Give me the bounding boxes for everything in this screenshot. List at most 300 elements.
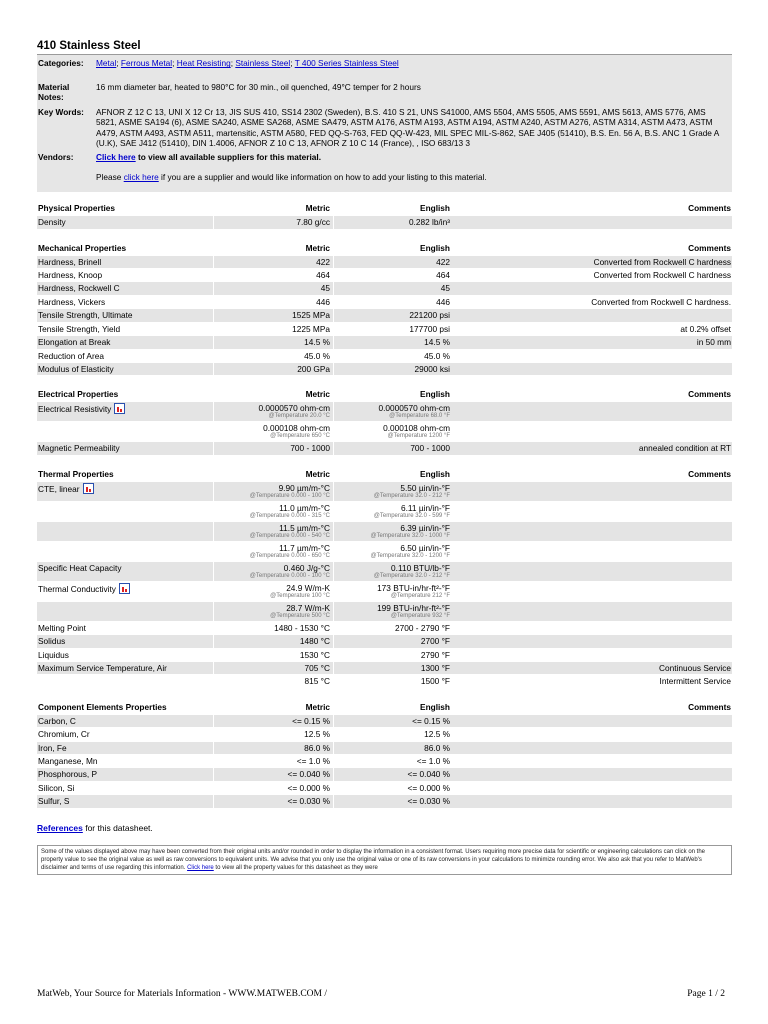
metric-value[interactable]: 705 °C — [304, 662, 330, 673]
metric-cell — [213, 350, 333, 362]
notes-label: Material Notes: — [38, 82, 70, 103]
property-name — [37, 422, 213, 441]
property-label: Iron, Fe — [38, 742, 67, 753]
section-header — [37, 701, 732, 715]
english-value[interactable]: <= 1.0 % — [416, 755, 450, 766]
metric-cell — [213, 675, 333, 687]
comment-cell — [453, 309, 732, 321]
english-value[interactable]: <= 0.030 % — [407, 796, 450, 807]
property-label: Elongation at Break — [38, 337, 111, 348]
comment-cell — [453, 482, 732, 501]
metric-cell — [213, 715, 333, 727]
category-separator: ; — [116, 58, 121, 69]
category-link[interactable]: T 400 Series Stainless Steel — [294, 58, 399, 69]
category-separator: ; — [172, 58, 177, 69]
metric-cell — [213, 602, 333, 621]
english-cell — [333, 602, 453, 621]
property-section — [37, 202, 732, 229]
metric-condition: @Temperature 100 °C — [270, 592, 330, 599]
english-cell — [333, 309, 453, 321]
property-label: Reduction of Area — [38, 350, 104, 361]
property-label: Chromium, Cr — [38, 729, 90, 740]
metric-value[interactable]: 14.5 % — [304, 337, 330, 348]
comment-cell — [453, 522, 732, 541]
metric-value[interactable]: 0.000108 ohm-cm — [263, 423, 330, 434]
metric-value[interactable]: 45 — [320, 283, 330, 294]
metric-cell — [213, 269, 333, 281]
comment-cell: at 0.2% offset — [453, 323, 732, 335]
metric-value[interactable]: 86.0 % — [304, 742, 330, 753]
metric-cell — [213, 742, 333, 754]
comments-header: Comments — [453, 468, 732, 481]
english-value[interactable]: 6.39 µin/in-°F — [400, 522, 450, 533]
metric-value[interactable]: 422 — [316, 256, 330, 267]
property-row — [37, 602, 732, 622]
supplier-note-post: if you are a supplier and would like information on how to add your listing to this material. — [158, 171, 487, 182]
property-row — [37, 282, 732, 295]
english-condition: @Temperature 32.0 - 212 °F — [373, 492, 450, 499]
english-cell — [333, 282, 453, 294]
property-name — [37, 649, 213, 661]
metric-condition: @Temperature 0.000 - 100 °C — [249, 572, 330, 579]
english-value[interactable]: 6.50 µin/in-°F — [400, 542, 450, 553]
metric-value[interactable]: 0.460 J/g-°C — [283, 562, 330, 573]
property-row — [37, 402, 732, 422]
metric-cell — [213, 482, 333, 501]
comment-cell — [453, 363, 732, 375]
property-section — [37, 242, 732, 377]
metric-cell — [213, 795, 333, 807]
english-value[interactable]: 12.5 % — [424, 729, 450, 740]
property-name — [37, 350, 213, 362]
property-label: Specific Heat Capacity — [38, 562, 122, 573]
section-title: Component Elements Properties — [37, 701, 213, 714]
metric-condition: @Temperature 0.000 - 650 °C — [249, 552, 330, 559]
english-cell — [333, 649, 453, 661]
property-row — [37, 649, 732, 662]
english-header: English — [333, 202, 453, 215]
comment-cell — [453, 649, 732, 661]
property-name — [37, 622, 213, 634]
property-name — [37, 282, 213, 294]
property-section — [37, 388, 732, 455]
metric-header: Metric — [213, 242, 333, 255]
english-cell — [333, 502, 453, 521]
comment-cell — [453, 562, 732, 581]
supplier-note-pre: Please — [96, 171, 124, 182]
english-header: English — [333, 468, 453, 481]
english-cell — [333, 296, 453, 308]
section-header — [37, 242, 732, 256]
property-label: Melting Point — [38, 622, 86, 633]
disclaimer — [37, 845, 732, 875]
property-row — [37, 309, 732, 322]
english-value[interactable]: 29000 ksi — [414, 363, 450, 374]
english-value[interactable]: <= 0.040 % — [407, 769, 450, 780]
vendors-link[interactable]: Click here — [96, 152, 136, 163]
vendors-row — [37, 152, 732, 162]
property-row — [37, 715, 732, 728]
metric-cell — [213, 282, 333, 294]
property-label: Magnetic Permeability — [38, 443, 120, 454]
english-value[interactable]: 0.110 BTU/lb-°F — [391, 562, 450, 573]
footer-source: MatWeb, Your Source for Materials Information - WWW.MATWEB.COM / — [37, 989, 327, 999]
category-separator: ; — [230, 58, 236, 69]
metric-cell — [213, 402, 333, 421]
comment-cell — [453, 768, 732, 780]
comment-cell — [453, 622, 732, 634]
property-row — [37, 482, 732, 502]
property-name — [37, 795, 213, 807]
english-value[interactable]: 0.000108 ohm-cm — [383, 423, 450, 434]
category-link[interactable]: Metal — [96, 58, 117, 69]
disclaimer-post: to view all the property values for this datasheet as they were — [213, 864, 378, 871]
vendors-desc: to view all available suppliers for this material. — [135, 152, 322, 163]
english-condition: @Temperature 32.0 - 599 °F — [373, 512, 450, 519]
metric-cell — [213, 782, 333, 794]
references-link[interactable]: References — [37, 822, 83, 833]
property-label: Tensile Strength, Ultimate — [38, 310, 133, 321]
english-value[interactable]: 2790 °F — [420, 649, 450, 660]
section-header — [37, 202, 732, 216]
page-footer — [37, 989, 725, 999]
property-row — [37, 363, 732, 376]
property-row — [37, 662, 732, 675]
property-row — [37, 768, 732, 781]
property-row — [37, 795, 732, 808]
property-name — [37, 755, 213, 767]
english-condition: @Temperature 932 °F — [390, 612, 450, 619]
comment-cell: Intermittent Service — [453, 675, 732, 687]
english-condition: @Temperature 32.0 - 1000 °F — [370, 532, 450, 539]
property-row — [37, 755, 732, 768]
comment-cell — [453, 755, 732, 767]
chart-icon[interactable] — [114, 403, 125, 414]
metric-value[interactable]: 0.0000570 ohm-cm — [258, 403, 330, 414]
english-condition: @Temperature 32.0 - 212 °F — [373, 572, 450, 579]
property-name — [37, 768, 213, 780]
english-value[interactable]: 2700 - 2790 °F — [395, 622, 450, 633]
english-cell — [333, 728, 453, 740]
metric-value[interactable]: 45.0 % — [304, 350, 330, 361]
notes-text: 16 mm diameter bar, heated to 980°C for 30 min., oil quenched, 49°C temper for 2 hours — [96, 82, 421, 92]
english-cell — [333, 542, 453, 561]
comment-cell: in 50 mm — [453, 336, 732, 348]
property-name — [37, 363, 213, 375]
metric-header: Metric — [213, 388, 333, 401]
metric-value[interactable]: 9.90 µm/m-°C — [278, 482, 330, 493]
vendors-text — [96, 152, 732, 162]
property-name — [37, 635, 213, 647]
metric-cell — [213, 363, 333, 375]
metric-cell — [213, 622, 333, 634]
property-label: CTE, linear — [38, 483, 80, 494]
property-row — [37, 635, 732, 648]
references — [37, 823, 732, 833]
comment-cell — [453, 715, 732, 727]
property-name — [37, 296, 213, 308]
metric-condition: @Temperature 500 °C — [270, 612, 330, 619]
comment-cell: Converted from Rockwell C hardness — [453, 256, 732, 268]
property-name — [37, 216, 213, 228]
english-cell — [333, 635, 453, 647]
property-sections — [37, 202, 732, 808]
english-cell — [333, 216, 453, 228]
chart-icon[interactable] — [119, 583, 130, 594]
metric-value[interactable]: 11.5 µm/m-°C — [279, 522, 330, 533]
english-value[interactable]: 1500 °F — [420, 676, 450, 687]
metric-value[interactable]: <= 0.000 % — [287, 782, 330, 793]
metric-value[interactable]: 446 — [316, 296, 330, 307]
property-row — [37, 323, 732, 336]
property-name — [37, 602, 213, 621]
english-value[interactable]: 700 - 1000 — [410, 443, 450, 454]
property-row — [37, 782, 732, 795]
metric-value[interactable]: <= 1.0 % — [296, 755, 330, 766]
metric-value[interactable]: 700 - 1000 — [290, 443, 330, 454]
comment-cell — [453, 635, 732, 647]
metric-value[interactable]: 11.0 µm/m-°C — [279, 502, 330, 513]
english-cell — [333, 755, 453, 767]
property-label: Thermal Conductivity — [38, 583, 116, 594]
comments-header: Comments — [453, 242, 732, 255]
metric-cell — [213, 336, 333, 348]
references-text: for this datasheet. — [82, 822, 153, 833]
comment-cell — [453, 282, 732, 294]
comment-cell — [453, 602, 732, 621]
chart-icon[interactable] — [83, 483, 94, 494]
property-row — [37, 256, 732, 269]
comment-cell — [453, 782, 732, 794]
metric-condition: @Temperature 0.000 - 540 °C — [249, 532, 330, 539]
metric-value[interactable]: 11.7 µm/m-°C — [279, 542, 330, 553]
metric-condition: @Temperature 0.000 - 100 °C — [249, 492, 330, 499]
property-name — [37, 562, 213, 581]
english-value[interactable]: 422 — [436, 256, 450, 267]
metric-cell — [213, 582, 333, 601]
metric-cell — [213, 728, 333, 740]
comment-cell — [453, 216, 732, 228]
supplier-link[interactable]: click here — [123, 171, 159, 182]
english-cell — [333, 715, 453, 727]
keywords-row — [37, 107, 732, 149]
metric-cell — [213, 442, 333, 454]
english-value[interactable]: <= 0.000 % — [407, 782, 450, 793]
metric-value[interactable]: 1480 - 1530 °C — [274, 622, 330, 633]
metric-cell — [213, 216, 333, 228]
metric-condition: @Temperature 650 °C — [270, 433, 330, 440]
english-value[interactable]: 86.0 % — [424, 742, 450, 753]
english-condition: @Temperature 68.0 °F — [389, 413, 450, 420]
english-header: English — [333, 388, 453, 401]
english-value[interactable]: 446 — [436, 296, 450, 307]
metric-value[interactable]: 815 °C — [304, 676, 330, 687]
property-label: Modulus of Elasticity — [38, 363, 114, 374]
metric-value[interactable]: <= 0.15 % — [292, 715, 330, 726]
metric-cell — [213, 422, 333, 441]
categories-list — [96, 58, 732, 68]
datasheet — [37, 38, 732, 875]
english-value[interactable]: 221200 psi — [409, 310, 450, 321]
property-row — [37, 728, 732, 741]
english-cell — [333, 782, 453, 794]
property-label: Electrical Resistivity — [38, 404, 112, 415]
property-row — [37, 350, 732, 363]
metric-value[interactable]: 1525 MPa — [292, 310, 330, 321]
property-label: Maximum Service Temperature, Air — [38, 662, 167, 673]
property-row — [37, 562, 732, 582]
property-name — [37, 482, 213, 501]
property-label: Manganese, Mn — [38, 755, 98, 766]
metric-cell — [213, 256, 333, 268]
english-value[interactable]: 1300 °F — [420, 662, 450, 673]
comment-cell — [453, 742, 732, 754]
metric-value[interactable]: 1225 MPa — [292, 323, 330, 334]
metric-value[interactable]: <= 0.040 % — [287, 769, 330, 780]
section-title: Mechanical Properties — [37, 242, 213, 255]
property-name — [37, 662, 213, 674]
metric-header: Metric — [213, 202, 333, 215]
english-condition: @Temperature 212 °F — [390, 592, 450, 599]
metric-value[interactable]: 24.9 W/m-K — [286, 582, 330, 593]
metric-cell — [213, 502, 333, 521]
comment-cell: Converted from Rockwell C hardness — [453, 269, 732, 281]
english-cell — [333, 422, 453, 441]
metric-value[interactable]: 7.80 g/cc — [296, 217, 330, 228]
property-row — [37, 296, 732, 309]
english-value[interactable]: 45.0 % — [424, 350, 450, 361]
property-label: Phosphorous, P — [38, 769, 98, 780]
metric-value[interactable]: 28.7 W/m-K — [286, 602, 330, 613]
english-value[interactable]: 173 BTU-in/hr-ft²-°F — [377, 582, 450, 593]
english-cell — [333, 402, 453, 421]
comment-cell — [453, 542, 732, 561]
vendors-label: Vendors: — [38, 152, 74, 163]
comment-cell — [453, 582, 732, 601]
property-name — [37, 269, 213, 281]
english-cell — [333, 768, 453, 780]
section-header — [37, 388, 732, 402]
property-name — [37, 782, 213, 794]
category-link[interactable]: Heat Resisting — [176, 58, 231, 69]
english-cell — [333, 482, 453, 501]
property-name — [37, 542, 213, 561]
property-label: Sulfur, S — [38, 796, 70, 807]
property-name — [37, 309, 213, 321]
english-value[interactable]: 14.5 % — [424, 337, 450, 348]
category-separator: ; — [290, 58, 295, 69]
property-name — [37, 336, 213, 348]
english-value[interactable]: <= 0.15 % — [412, 715, 450, 726]
metric-cell — [213, 309, 333, 321]
property-row — [37, 622, 732, 635]
property-name — [37, 728, 213, 740]
english-cell — [333, 363, 453, 375]
property-label: Solidus — [38, 636, 66, 647]
material-info — [37, 55, 732, 192]
comment-cell: Continuous Service — [453, 662, 732, 674]
english-cell — [333, 336, 453, 348]
property-label: Hardness, Knoop — [38, 270, 103, 281]
property-label: Liquidus — [38, 649, 69, 660]
english-value[interactable]: 45 — [440, 283, 450, 294]
english-value[interactable]: 6.11 µin/in-°F — [401, 502, 450, 513]
comment-cell — [453, 502, 732, 521]
english-value[interactable]: 177700 psi — [409, 323, 450, 334]
metric-value[interactable]: 1530 °C — [299, 649, 330, 660]
property-name — [37, 582, 213, 601]
comment-cell: annealed condition at RT — [453, 442, 732, 454]
category-link[interactable]: Stainless Steel — [235, 58, 291, 69]
metric-header: Metric — [213, 701, 333, 714]
property-label: Carbon, C — [38, 715, 76, 726]
category-link[interactable]: Ferrous Metal — [120, 58, 173, 69]
english-value[interactable]: 5.50 µin/in-°F — [400, 482, 450, 493]
comment-cell — [453, 795, 732, 807]
keywords-label: Key Words: — [38, 106, 84, 117]
metric-cell — [213, 296, 333, 308]
english-value[interactable]: 2700 °F — [420, 636, 450, 647]
english-cell — [333, 269, 453, 281]
property-name — [37, 256, 213, 268]
metric-condition: @Temperature 0.000 - 315 °C — [249, 512, 330, 519]
english-value[interactable]: 199 BTU-in/hr-ft²-°F — [377, 602, 450, 613]
categories-label: Categories: — [38, 58, 84, 69]
metric-cell — [213, 755, 333, 767]
property-label: Silicon, Si — [38, 782, 75, 793]
comment-cell — [453, 402, 732, 421]
metric-cell — [213, 662, 333, 674]
property-row — [37, 742, 732, 755]
english-cell — [333, 662, 453, 674]
english-value[interactable]: 464 — [436, 270, 450, 281]
property-row — [37, 582, 732, 602]
property-name — [37, 742, 213, 754]
property-label: Hardness, Brinell — [38, 256, 102, 267]
metric-value[interactable]: 12.5 % — [304, 729, 330, 740]
property-row — [37, 542, 732, 562]
metric-value[interactable]: <= 0.030 % — [287, 796, 330, 807]
metric-value[interactable]: 464 — [316, 270, 330, 281]
english-cell — [333, 522, 453, 541]
disclaimer-text: Some of the values displayed above may have been converted from their original units and/or rounded in order to display the information in a consistent format. Users requiring more precise data for scientific or engineering calculations can click on the property value to see the original value as well as raw conversions to equivalent units. We advise that you only use the original value or one of its raw conversions in your calculations to minimize rounding error. We also ask that you refer to MatWeb's disclaimer and terms of use regarding this information. — [41, 848, 706, 871]
section-header — [37, 468, 732, 482]
metric-value[interactable]: 1480 °C — [299, 636, 330, 647]
property-row — [37, 502, 732, 522]
english-header: English — [333, 701, 453, 714]
metric-cell — [213, 649, 333, 661]
disclaimer-link[interactable]: Click here — [187, 864, 214, 871]
keywords-text: AFNOR Z 12 C 13, UNI X 12 Cr 13, JIS SUS 410, SS14 2302 (Sweden), B.S. 410 S 21, UNS S41000, AMS 5504, AMS 5505, AMS 5591, AMS 5613, AMS 5776, AMS 5821, ASME SA194 (6), ASME SA240, ASME SA268, ASME SA479, ASTM A176, ASTM A193, ASTM A194, ASTM A240, ASTM A276, ASTM A314, ASTM A473, ASTM A479, ASTM A493, ASTM A511, martensitic, ASTM A580, FED QQ-S-763, FED QQ-W-423, MIL SPEC MIL-S-862, SAE J405 (51410), B.S. En. 56 A, B.S. ANC 1 Grade A (U.K), SAE J412 (51410), DIN 1.4006, AFNOR Z 10 C 13, AFNOR Z 10 C 14 (France), , ISO 683/13 3 — [96, 106, 719, 149]
comment-cell: Converted from Rockwell C hardness. — [453, 296, 732, 308]
page-title: 410 Stainless Steel — [37, 38, 732, 55]
section-title: Physical Properties — [37, 202, 213, 215]
property-section — [37, 468, 732, 689]
comment-cell — [453, 422, 732, 441]
metric-value[interactable]: 200 GPa — [297, 363, 330, 374]
comments-header: Comments — [453, 388, 732, 401]
property-row — [37, 522, 732, 542]
english-value[interactable]: 0.0000570 ohm-cm — [378, 403, 450, 414]
categories-row — [37, 55, 732, 71]
property-section — [37, 701, 732, 809]
section-title: Electrical Properties — [37, 388, 213, 401]
property-name — [37, 675, 213, 687]
english-value[interactable]: 0.282 lb/in³ — [408, 217, 450, 228]
english-cell — [333, 675, 453, 687]
property-label: Hardness, Vickers — [38, 296, 106, 307]
english-cell — [333, 350, 453, 362]
